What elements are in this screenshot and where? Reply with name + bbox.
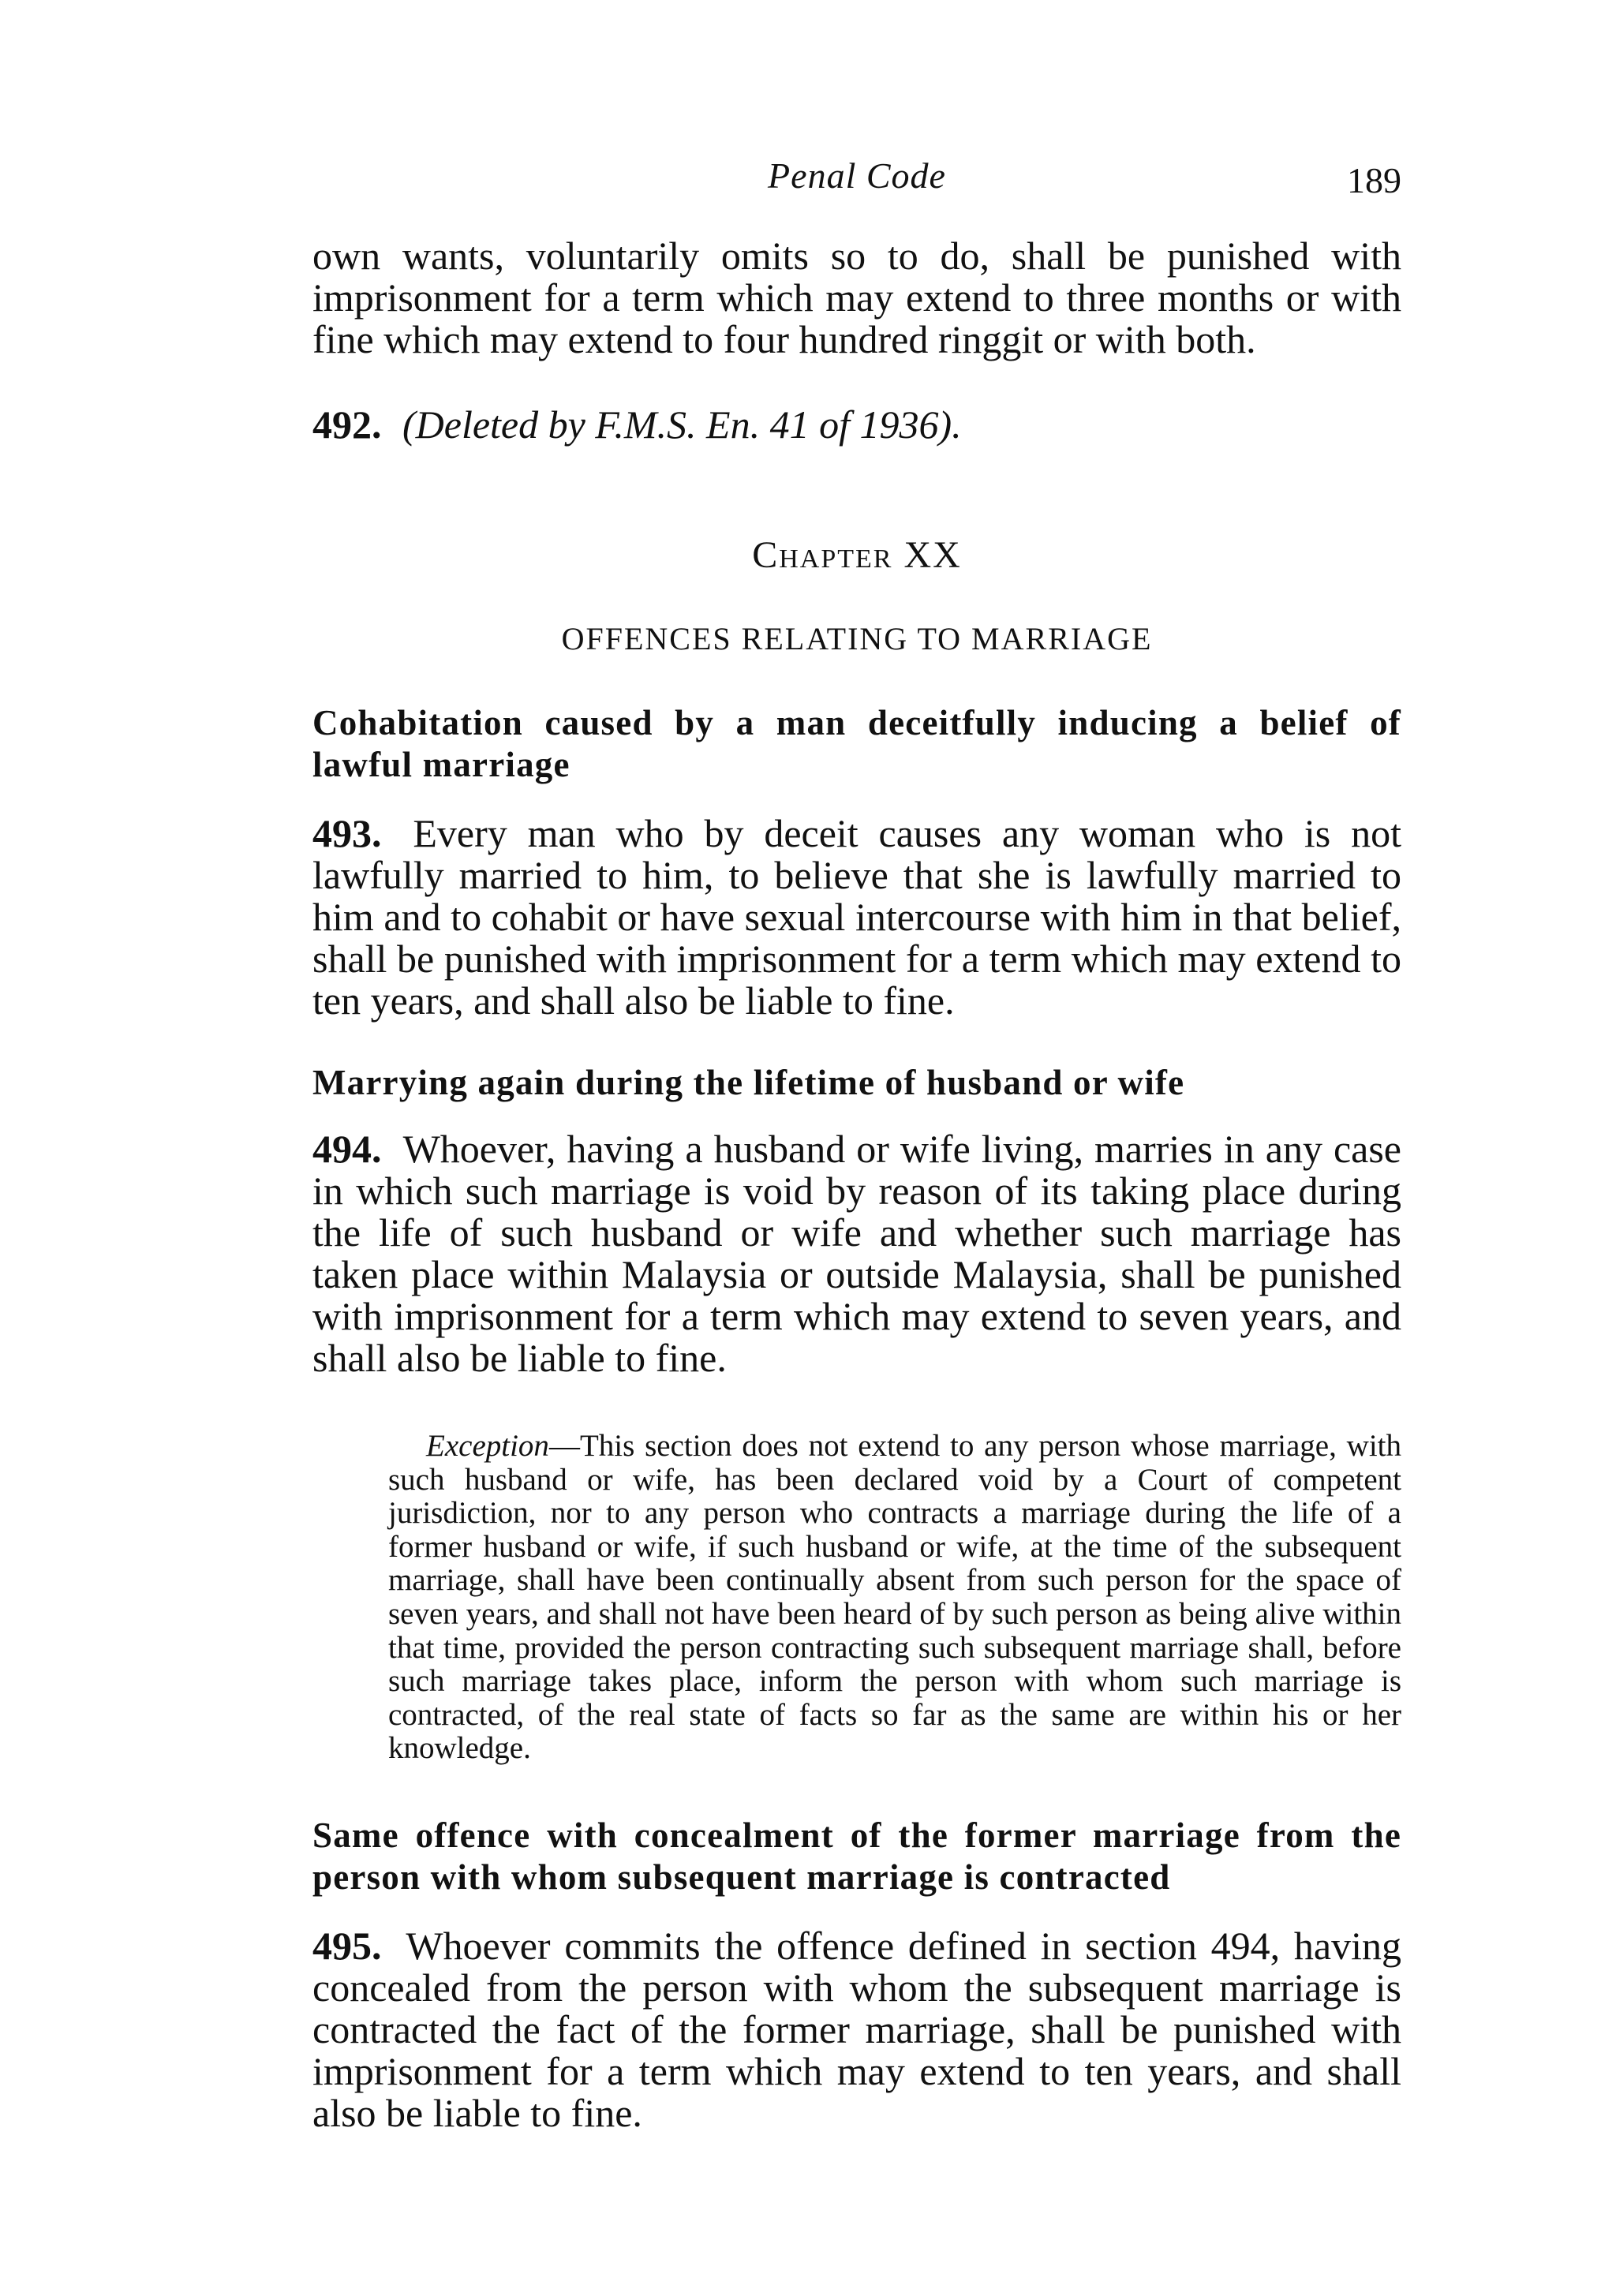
chapter-heading <box>312 533 1401 577</box>
section-492-text: (Deleted by F.M.S. En. 41 of 1936). <box>402 402 962 447</box>
chapter-label: Chapter <box>752 534 893 576</box>
section-495 <box>312 1925 1401 2134</box>
continued-paragraph: own wants, voluntarily omits so to do, shall be punished with imprisonment for a term which may extend to three months or with fine which may extend to four hundred ringgit or with both. <box>312 234 1401 361</box>
exception-text: —This section does not extend to any person whose marriage, with such husband or wife, has been declared void by a Court of competent jurisdiction, nor to any person who contracts a marriage during the life of a former husband or wife, if such husband or wife, at the time of the subsequent marriage, shall have been continually absent from such person for the space of seven years, and shall not have been heard of by such person as being alive within that time, provided the person contracting such subsequent marriage shall, before such marriage takes place, inform the person with whom such marriage is contracted, of the real state of facts so far as the same are within his or her knowledge. <box>388 1429 1401 1766</box>
section-493 <box>312 813 1401 1022</box>
page-header <box>312 155 1401 210</box>
section-495-text: Whoever commits the offence defined in section 494, having concealed from the person with whom the subsequent marriage is contracted the fact of the former marriage, shall be punished with imprisonment for a term which may extend to ten years, and shall also be liable to fine. <box>312 1924 1401 2135</box>
section-494-exception <box>388 1430 1401 1766</box>
chapter-title: OFFENCES RELATING TO MARRIAGE <box>561 621 1153 656</box>
section-493-text: Every man who by deceit causes any woman who is not lawfully married to him, to believe that she is lawfully married to him and to cohabit or have sexual intercourse with him in that belief, shall be punished with imprisonment for a term which may extend to ten years, and shall also be liable to fine. <box>312 811 1402 1023</box>
section-494 <box>312 1128 1401 1379</box>
exception-label: Exception <box>426 1429 549 1463</box>
section-492 <box>312 404 1401 446</box>
section-492-number: 492. <box>312 402 382 447</box>
section-493-number: 493. <box>312 811 382 855</box>
section-493-heading: Cohabitation caused by a man deceitfully inducing a belief of lawful marriage <box>312 703 1401 784</box>
section-495-number: 495. <box>312 1924 382 1968</box>
section-494-text: Whoever, having a husband or wife living, marries in any case in which such marriage is void by reason of its taking place during the life of such husband or wife and whether such marriage has taken place within Malaysia or outside Malaysia, shall be punished with imprisonment for a term which may extend to seven years, and shall also be liable to fine. <box>312 1127 1401 1380</box>
running-title: Penal Code <box>768 155 946 196</box>
section-494-heading: Marrying again during the lifetime of husband or wife <box>312 1063 1185 1102</box>
page-number: 189 <box>1347 160 1401 200</box>
section-495-heading: Same offence with concealment of the former marriage from the person with whom subsequent marriage is contracted <box>312 1815 1401 1897</box>
chapter-number: XX <box>903 534 962 576</box>
section-494-number: 494. <box>312 1127 382 1171</box>
